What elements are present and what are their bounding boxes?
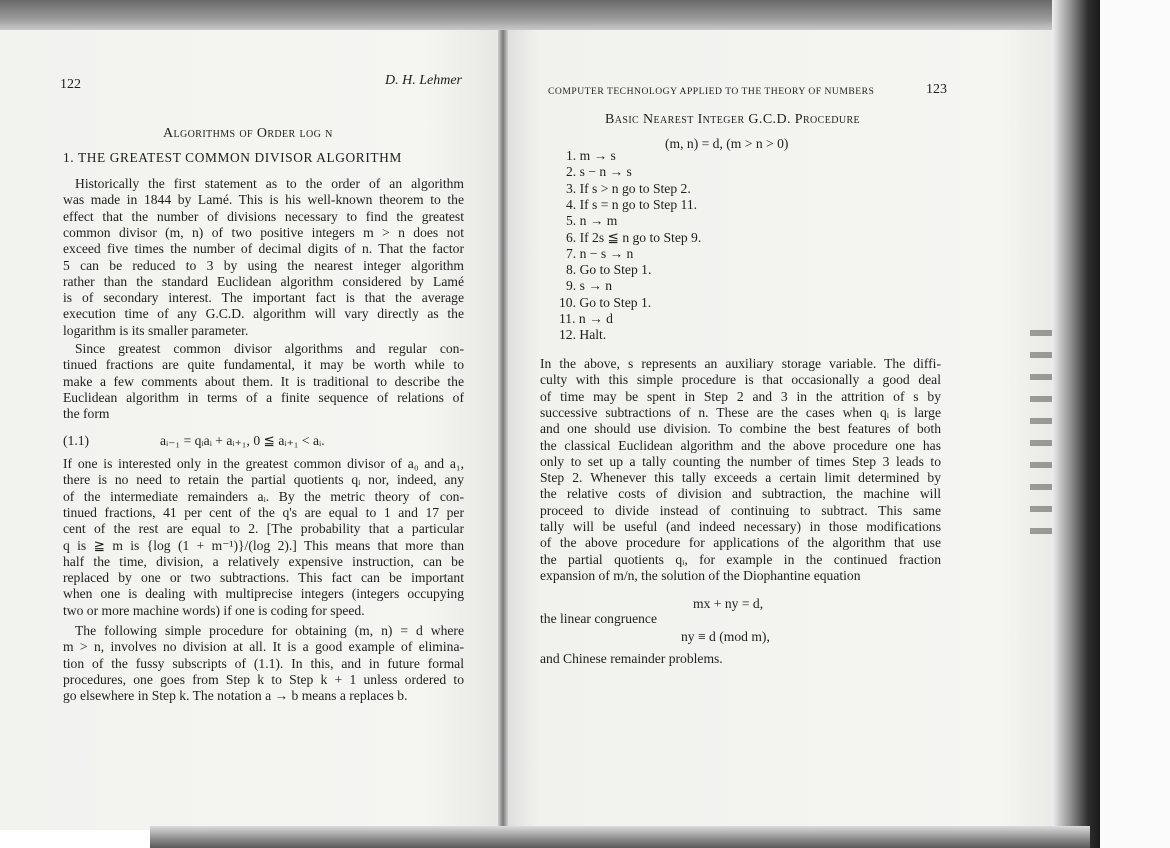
- author-header: D. H. Lehmer: [385, 73, 462, 88]
- procedure-step: 8. Go to Step 1.: [566, 262, 652, 278]
- text-line: logarithm is its smaller parameter.: [63, 322, 249, 338]
- equation-diophantine: mx + ny = d,: [693, 596, 764, 611]
- text-line: of the above procedure for applications of the algorithm that use: [540, 535, 941, 551]
- text-line: tinued fractions, 41 per cent of the q's are equal to 1 and 17 per: [63, 504, 464, 520]
- text-line: rather than the standard Euclidean algorithm considered by Lamé: [63, 273, 464, 289]
- text-line: tion of the fussy subscripts of (1.1). In this, and in future formal: [63, 655, 464, 671]
- text-line: only to set up a tally counting the number of times Step 3 leads to: [540, 453, 941, 469]
- procedure-step: 9. s → n: [566, 278, 613, 294]
- page-number-left: 122: [60, 77, 81, 92]
- text-line: replaced by one or two subtractions. This fact can be important: [63, 570, 464, 586]
- page-edge-marks: [1030, 330, 1052, 540]
- procedure-step: 6. If 2s ≦ n go to Step 9.: [566, 229, 702, 245]
- text-line: Step 2. Whenever this tally exceeds a certain limit determined by: [540, 470, 941, 486]
- text-line: is of secondary interest. The important fact is that the average: [63, 290, 464, 306]
- text-line: exceed five times the number of decimal digits of n. That the factor: [63, 241, 464, 257]
- running-head: COMPUTER TECHNOLOGY APPLIED TO THE THEORY OF NUMBERS: [548, 86, 875, 97]
- procedure-step: 1. m → s: [566, 148, 616, 163]
- equation-1-1: [63, 433, 463, 449]
- text-line: was made in 1844 by Lamé. This is his well-known theorem to the: [63, 192, 464, 208]
- text-line: and one should use division. To combine the best features of both: [540, 421, 941, 437]
- text-line: there is no need to retain the partial quotients qᵢ nor, indeed, any: [63, 472, 464, 488]
- text-line: make a few comments about them. It is traditional to describe the: [63, 373, 464, 389]
- text-line: q is ≧ m is {log (1 + m⁻¹)}/(log 2).] This means that more than: [63, 537, 464, 553]
- book-edge-shadow: [1052, 0, 1100, 848]
- text-line: Historically the first statement as to the order of an algorithm: [75, 176, 464, 191]
- text-line: The following simple procedure for obtaining (m, n) = d where: [75, 623, 464, 638]
- text-line: culty with this simple procedure is that occasionally a good deal: [540, 372, 941, 388]
- text-line: of time may be spent in Step 2 and 3 in the attrition of s by: [540, 388, 941, 404]
- text-line: successive subtractions of n. These are the cases when qᵢ is large: [540, 404, 941, 420]
- text-line: If one is interested only in the greatest common divisor of a₀ and a₁,: [63, 456, 464, 471]
- text-line: tinued fractions are quite fundamental, it may be worth while to: [63, 357, 464, 373]
- text-line: go elsewhere in Step k. The notation a → b means a replaces b.: [63, 688, 408, 704]
- procedure-step: 7. n − s → n: [566, 245, 634, 261]
- text-line: the classical Euclidean algorithm and the above procedure one has: [540, 437, 941, 453]
- page-number-right: 123: [926, 82, 947, 97]
- text-linear-congruence: the linear congruence: [540, 611, 657, 626]
- text-line: proceed to divide instead of continuing to subtract. This same: [540, 502, 941, 518]
- book-gutter: [498, 30, 508, 830]
- procedure-step: 12. Halt.: [559, 327, 607, 343]
- procedure-condition: (m, n) = d, (m > n > 0): [665, 136, 789, 151]
- scan-bottom-edge: [150, 826, 1090, 848]
- text-line: m > n, involves no division at all. It is a good example of elimina-: [63, 639, 464, 655]
- procedure-step: 3. If s > n go to Step 2.: [566, 180, 691, 196]
- scan-top-edge: [0, 0, 1100, 34]
- text-line: Euclidean algorithm in terms of a finite sequence of relations of: [63, 389, 464, 405]
- section-title: Algorithms of Order log n: [163, 126, 333, 141]
- text-line: 5 can be reduced to 3 by using the nearest integer algorithm: [63, 257, 464, 273]
- text-line: the relative costs of division and subtraction, the machine will: [540, 486, 941, 502]
- text-line: half the time, division, a relatively expensive instruction, can be: [63, 553, 464, 569]
- text-line: execution time of any G.C.D. algorithm will vary directly as the: [63, 306, 464, 322]
- text-line: the form: [63, 406, 110, 422]
- text-line: when one is dealing with multiprecise integers (integers occupying: [63, 586, 464, 602]
- procedure-step: 5. n → m: [566, 213, 618, 229]
- equation-body: aᵢ₋₁ = qᵢaᵢ + aᵢ₊₁, 0 ≦ aᵢ₊₁ < aᵢ.: [160, 433, 325, 448]
- text-line: two or more machine words) if one is coding for speed.: [63, 602, 365, 618]
- procedure-step: 4. If s = n go to Step 11.: [566, 196, 698, 212]
- text-line: In the above, s represents an auxiliary storage variable. The diffi-: [540, 356, 941, 371]
- text-line: common divisor (m, n) of two positive integers m > n does not: [63, 224, 464, 240]
- text-line: cent of the rest are equal to 2. [The probability that a particular: [63, 521, 464, 537]
- text-line: tally will be useful (and indeed necessary) in those modifications: [540, 519, 941, 534]
- text-chinese-remainder: and Chinese remainder problems.: [540, 651, 723, 666]
- text-line: the partial quotients qᵢ, for example in the continued fraction: [540, 551, 941, 567]
- procedure-step: 2. s − n → s: [566, 164, 632, 180]
- section-heading: 1. THE GREATEST COMMON DIVISOR ALGORITHM: [63, 150, 402, 165]
- equation-label: (1.1): [63, 433, 90, 448]
- text-line: of the intermediate remainders aᵢ. By the metric theory of con-: [63, 488, 464, 504]
- procedure-title: Basic Nearest Integer G.C.D. Procedure: [605, 112, 861, 127]
- scan-margin: [1100, 0, 1170, 848]
- procedure-step: 10. Go to Step 1.: [559, 294, 652, 310]
- procedure-step: 11. n → d: [559, 311, 613, 326]
- text-line: Since greatest common divisor algorithms and regular con-: [75, 341, 464, 356]
- text-line: effect that the number of divisions necessary to find the greatest: [63, 208, 464, 224]
- text-line: expansion of m/n, the solution of the Diophantine equation: [540, 567, 861, 583]
- text-line: procedures, one goes from Step k to Step k + 1 unless ordered to: [63, 671, 464, 687]
- equation-congruence: ny ≡ d (mod m),: [681, 629, 770, 644]
